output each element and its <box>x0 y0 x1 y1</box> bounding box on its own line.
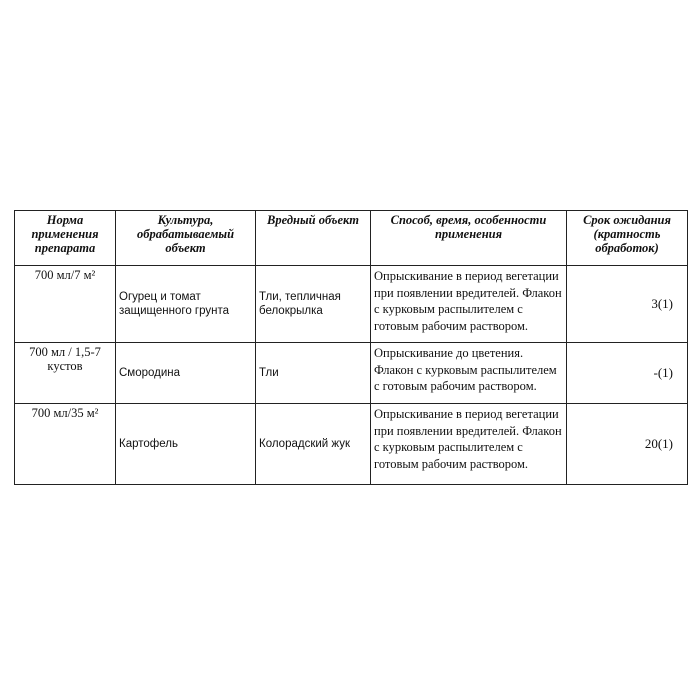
table-row <box>15 266 688 343</box>
crop-cell: Смородина <box>116 343 256 404</box>
wait-cell: -(1) <box>567 343 688 404</box>
header-wait: Срок ожидания (кратность обработок) <box>567 211 688 266</box>
pest-cell: Колорадский жук <box>256 404 371 485</box>
table-row <box>15 343 688 404</box>
crop-cell: Картофель <box>116 404 256 485</box>
method-cell: Опрыскивание в период вегетации при появлении вредителей. Флакон с курковым распылителем с готовым рабочим раствором. <box>371 404 567 485</box>
crop-cell: Огурец и томат защищенного грунта <box>116 266 256 343</box>
method-cell: Опрыскивание в период вегетации при появлении вредителей. Флакон с курковым распылителем с готовым рабочим раствором. <box>371 266 567 343</box>
header-crop: Культура, обрабатываемый объект <box>116 211 256 266</box>
wait-cell: 20(1) <box>567 404 688 485</box>
application-table <box>14 210 688 485</box>
norm-cell: 700 мл / 1,5-7 кустов <box>15 343 116 404</box>
wait-cell: 3(1) <box>567 266 688 343</box>
norm-cell: 700 мл/35 м² <box>15 404 116 485</box>
header-method: Способ, время, особенности применения <box>371 211 567 266</box>
header-pest: Вредный объект <box>256 211 371 266</box>
header-norm: Норма применения препарата <box>15 211 116 266</box>
method-cell: Опрыскивание до цветения. Флакон с курковым распылителем с готовым рабочим раствором. <box>371 343 567 404</box>
pest-cell: Тли <box>256 343 371 404</box>
norm-cell: 700 мл/7 м² <box>15 266 116 343</box>
table-header-row <box>15 211 688 266</box>
pest-cell: Тли, тепличная белокрылка <box>256 266 371 343</box>
table-row <box>15 404 688 485</box>
